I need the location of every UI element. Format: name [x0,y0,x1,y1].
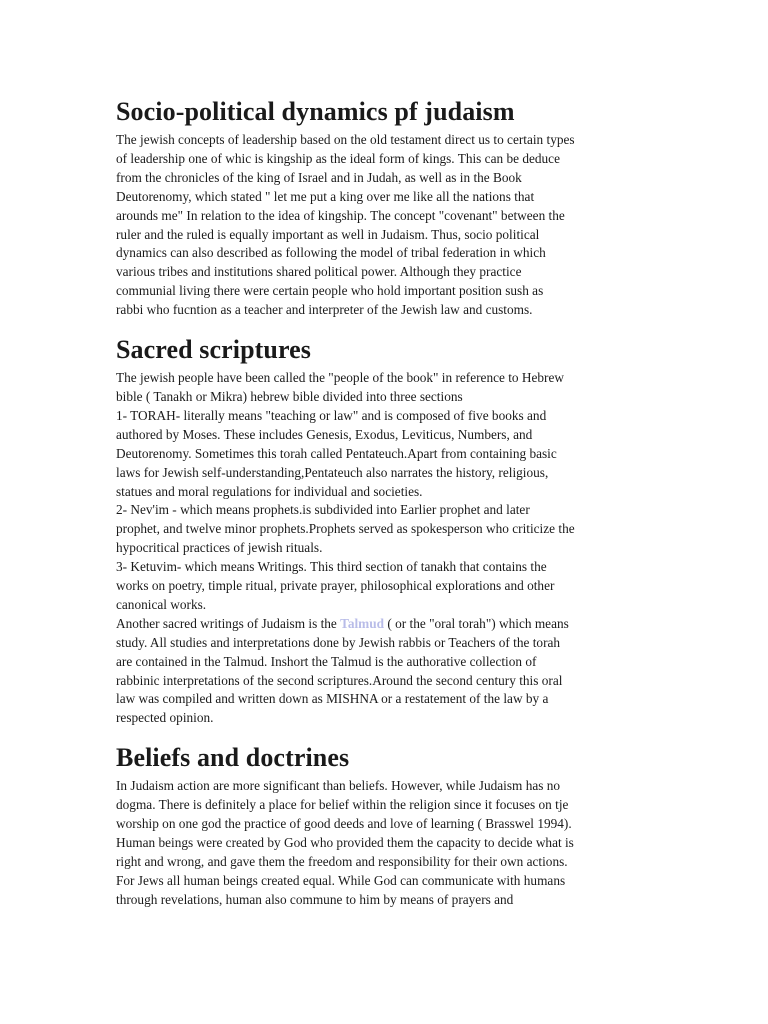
section-socio-political [116,96,654,320]
text-line: 1- TORAH- literally means "teaching or law" and is composed of five books and [116,407,547,423]
text-line: Deutorenomy, which stated " let me put a king over me like all the nations that [116,188,535,204]
section-heading: Beliefs and doctrines [116,743,350,773]
text-line: right and wrong, and gave them the freedom and responsibility for their own actions. [116,853,568,869]
text-line: communial living there were certain people who hold important position sush as [116,283,544,299]
text-line: of leadership one of whic is kingship as the ideal form of kings. This can be deduce [116,150,560,166]
text-line: statues and moral regulations for individual and societies. [116,483,423,499]
text-line: Deutorenomy. Sometimes this torah called Pentateuch.Apart from containing basic [116,445,557,461]
text-line: worship on one god the practice of good deeds and love of learning ( Brasswel 1994). [116,816,572,832]
text-line: The jewish concepts of leadership based on the old testament direct us to certain types [116,132,575,147]
text-line: laws for Jewish self-understanding,Pentateuch also narrates the history, religious, [116,464,549,480]
text-line: works on poetry, timple ritual, private prayer, philosophical explorations and other [116,578,555,594]
text-line: 2- Nev'im - which means prophets.is subdivided into Earlier prophet and later [116,502,530,518]
text-line: 3- Ketuvim- which means Writings. This third section of tanakh that contains the [116,559,547,575]
section-body [116,777,654,909]
text-line: canonical works. [116,596,207,612]
text-line: The jewish people have been called the "people of the book" in reference to Hebrew [116,370,564,386]
talmud-link[interactable]: Talmud [340,615,385,631]
talmud-line-before: Another sacred writings of Judaism is the [116,615,341,631]
text-line: bible ( Tanakh or Mikra) hebrew bible divided into three sections [116,388,463,404]
text-line: authored by Moses. These includes Genesis, Exodus, Leviticus, Numbers, and [116,426,533,442]
document-page [116,96,654,924]
text-line: are contained in the Talmud. Inshort the Talmud is the authorative collection of [116,653,537,669]
text-line: For Jews all human beings created equal. While God can communicate with humans [116,872,566,888]
talmud-line-after: ( or the "oral torah") which means [384,615,569,631]
section-sacred-scriptures [116,334,654,728]
text-line: law was compiled and written down as MISHNA or a restatement of the law by a [116,691,549,707]
text-line: dynamics can also described as following the model of tribal federation in which [116,245,546,261]
text-line: hypocritical practices of jewish rituals. [116,540,323,556]
text-line: through revelations, human also commune to him by means of prayers and [116,891,514,907]
section-heading: Socio-political dynamics pf judaism [116,97,515,126]
text-line: various tribes and institutions shared political power. Although they practice [116,264,522,280]
text-line: prophet, and twelve minor prophets.Prophets served as spokesperson who criticize the [116,521,575,537]
section-body [116,131,654,320]
text-line: arounds me" In relation to the idea of kingship. The concept "covenant" between the [116,207,565,223]
text-line: respected opinion. [116,710,214,726]
text-line: Human beings were created by God who provided them the capacity to decide what is [116,835,574,850]
section-heading: Sacred scriptures [116,335,311,365]
text-line: rabbinic interpretations of the second scriptures.Around the second century this oral [116,672,563,688]
text-line: rabbi who fucntion as a teacher and interpreter of the Jewish law and customs. [116,302,533,318]
text-line: study. All studies and interpretations done by Jewish rabbis or Teachers of the torah [116,634,561,650]
text-line: dogma. There is definitely a place for belief within the religion since it focuses on tje [116,797,569,813]
section-beliefs-doctrines [116,742,654,909]
text-line: ruler and the ruled is equally important as well in Judaism. Thus, socio political [116,226,540,242]
text-line: from the chronicles of the king of Israel and in Judah, as well as in the Book [116,169,522,185]
text-line: In Judaism action are more significant than beliefs. However, while Judaism has no [116,778,561,794]
talmud-line [116,615,654,634]
section-body [116,369,654,728]
